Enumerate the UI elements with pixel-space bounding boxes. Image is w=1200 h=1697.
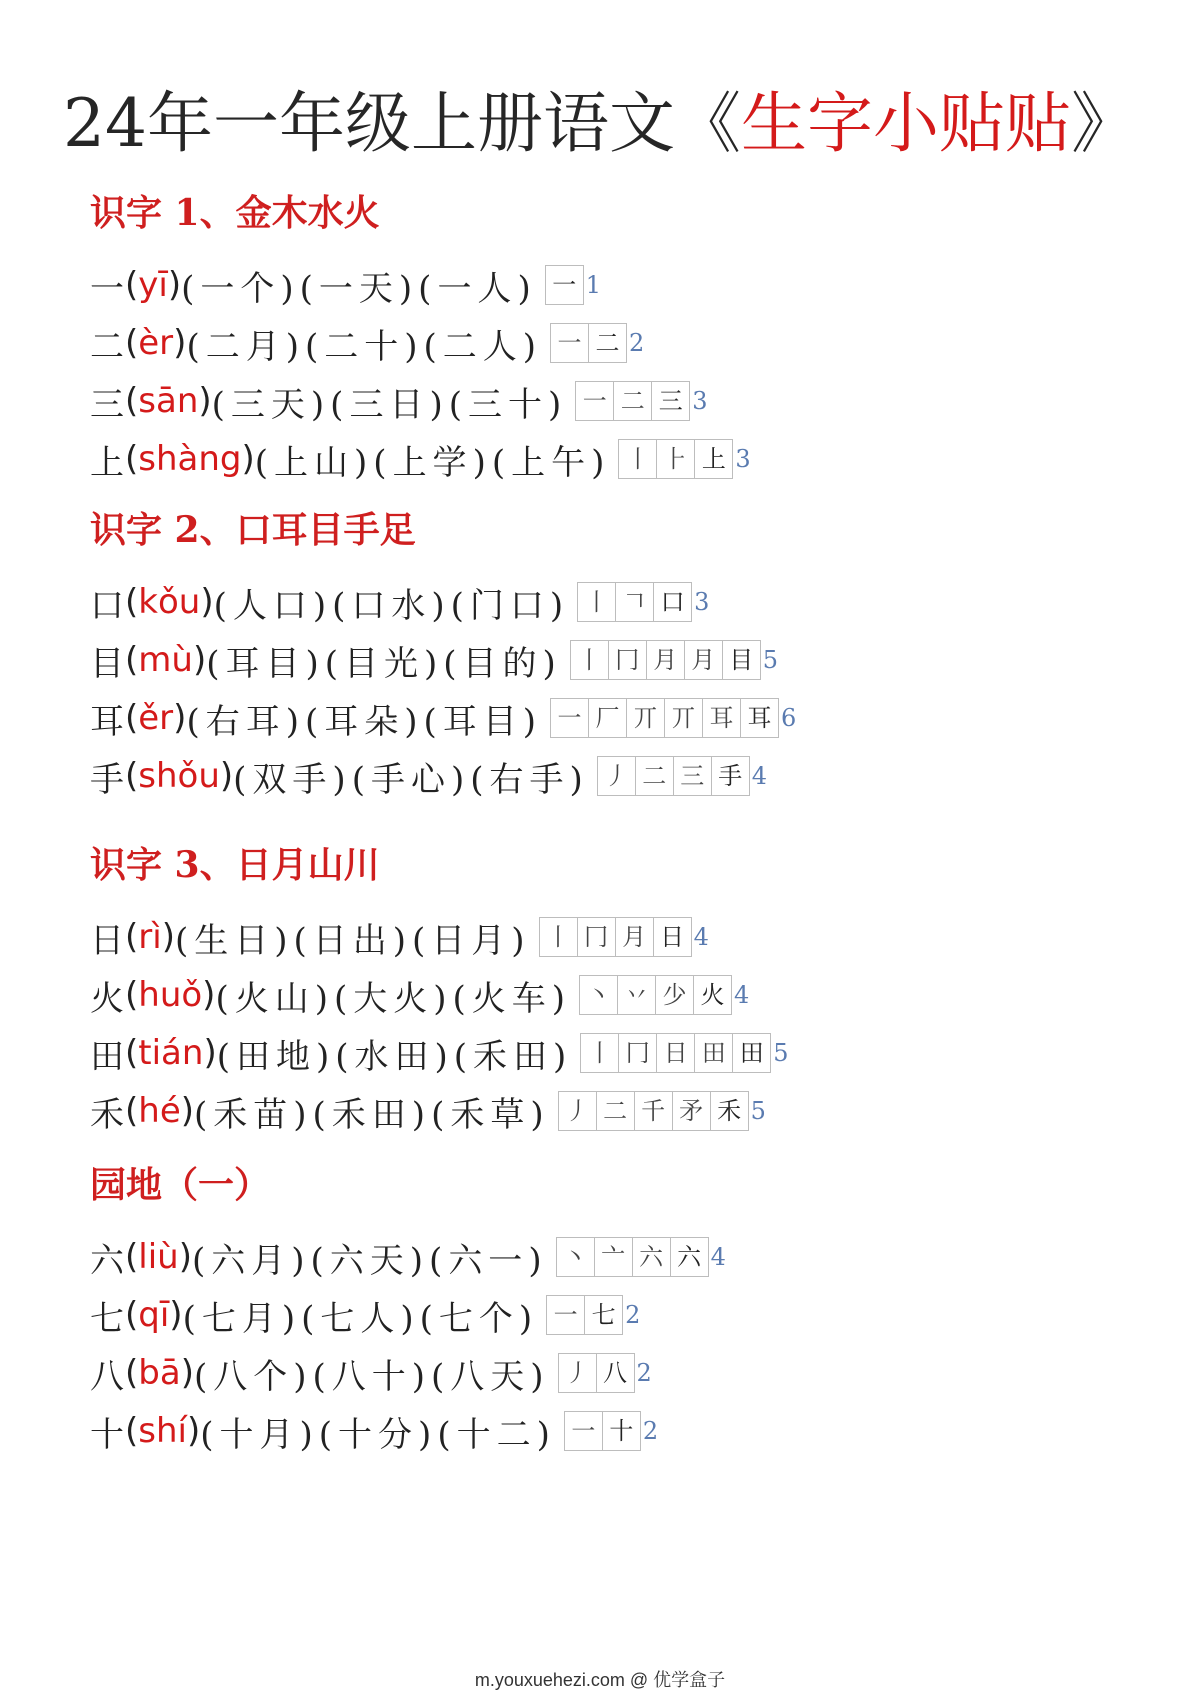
example-word-text: 日月 <box>431 920 512 961</box>
stroke-step: 三 <box>674 757 712 795</box>
paren-close: ) <box>173 323 187 363</box>
character-row <box>90 1286 1110 1344</box>
example-word: (二人) <box>423 326 543 367</box>
footer-watermark: m.youxuehezi.com @ 优学盒子 <box>474 1670 726 1690</box>
example-word: (三日) <box>330 384 449 425</box>
example-word: (七人) <box>301 1298 420 1339</box>
stroke-count: 4 <box>710 1243 726 1271</box>
pinyin: hé <box>138 1091 181 1131</box>
example-word-text: 目的 <box>462 643 543 684</box>
example-word: (六月) <box>191 1240 311 1281</box>
section-title: 识字 1、金木水火 <box>90 192 380 234</box>
stroke-step: 一 <box>565 1412 603 1450</box>
lesson-section <box>90 840 1110 1140</box>
example-word-text: 二十 <box>324 326 405 367</box>
character-row <box>90 1344 1110 1402</box>
example-word-text: 七人 <box>320 1298 401 1339</box>
example-word-text: 上学 <box>392 442 473 483</box>
paren-open: ( <box>125 323 139 363</box>
example-word-text: 禾苗 <box>213 1094 294 1135</box>
example-word-text: 七个 <box>438 1298 519 1339</box>
stroke-order-grid <box>570 640 761 680</box>
example-word-text: 双手 <box>252 759 333 800</box>
example-word-text: 禾草 <box>450 1094 531 1135</box>
example-word: (二月) <box>186 326 305 367</box>
character-row <box>90 631 1110 689</box>
example-word-text: 禾田 <box>473 1036 554 1077</box>
stroke-order-grid <box>580 1033 771 1073</box>
example-word-text: 口水 <box>351 585 432 626</box>
example-word-text: 六月 <box>211 1240 292 1281</box>
example-word-text: 三十 <box>467 384 548 425</box>
stroke-count: 5 <box>773 1039 789 1067</box>
paren-open: ( <box>125 582 139 622</box>
example-word: (目光) <box>324 643 444 684</box>
paren-open: ( <box>125 640 139 680</box>
example-word-text: 上午 <box>511 442 592 483</box>
pinyin: shí <box>138 1411 187 1451</box>
example-word: (十分) <box>318 1414 438 1455</box>
paren-close: ) <box>178 1237 192 1277</box>
stroke-step: 𠃍 <box>616 583 654 621</box>
example-word-text: 禾田 <box>331 1094 412 1135</box>
stroke-step: 一 <box>576 382 614 420</box>
lesson-section <box>90 188 1110 488</box>
character-row <box>90 256 1110 314</box>
stroke-count: 3 <box>735 445 751 473</box>
character: 十 <box>90 1414 125 1455</box>
example-word: (水田) <box>335 1036 454 1077</box>
stroke-step: 上 <box>701 445 726 473</box>
stroke-step: 月 <box>616 918 654 956</box>
stroke-count: 2 <box>636 1359 652 1387</box>
character-row <box>90 689 1110 747</box>
character-row <box>90 1228 1110 1286</box>
pinyin: rì <box>138 917 162 957</box>
paren-open: ( <box>125 265 139 305</box>
paren-close: ) <box>169 1295 183 1335</box>
example-word: (耳目) <box>206 643 325 684</box>
stroke-count: 5 <box>750 1097 766 1125</box>
example-word-text: 火车 <box>471 978 552 1019</box>
paren-open: ( <box>125 975 139 1015</box>
example-word-text: 一天 <box>318 268 399 309</box>
paren-close: ) <box>200 582 214 622</box>
character-list <box>90 1228 1110 1460</box>
paren-close: ) <box>186 1411 201 1451</box>
example-word: (田地) <box>216 1036 336 1077</box>
stroke-step: 矛 <box>673 1092 711 1130</box>
example-word: (八天) <box>431 1356 550 1397</box>
example-word-text: 八天 <box>450 1356 531 1397</box>
stroke-order-grid <box>579 975 732 1015</box>
lesson-section <box>90 505 1110 805</box>
example-word: (人口) <box>213 585 333 626</box>
stroke-step: 丶 <box>557 1238 595 1276</box>
stroke-step: 火 <box>700 981 725 1009</box>
character-row <box>90 430 1110 488</box>
stroke-step: 冂 <box>619 1034 657 1072</box>
example-word: (十二) <box>437 1414 556 1455</box>
stroke-step: 丨 <box>578 583 616 621</box>
example-word-text: 一个 <box>200 268 281 309</box>
example-word-text: 火山 <box>234 978 315 1019</box>
pinyin: huǒ <box>138 975 203 1015</box>
character: 日 <box>90 920 125 961</box>
character: 田 <box>90 1036 125 1077</box>
example-word-text: 右手 <box>489 759 570 800</box>
pinyin: yī <box>138 265 168 305</box>
example-word-text: 日出 <box>312 920 393 961</box>
example-word: (火车) <box>452 978 572 1019</box>
example-word-text: 二月 <box>205 326 286 367</box>
stroke-count: 2 <box>642 1417 659 1445</box>
stroke-order-grid <box>577 582 692 622</box>
example-word-text: 耳目 <box>225 643 306 684</box>
character-row <box>90 1082 1110 1140</box>
example-word: (右手) <box>470 759 589 800</box>
paren-open: ( <box>125 1033 139 1073</box>
pinyin: bā <box>138 1353 181 1393</box>
title-close-bracket: 》 <box>1070 85 1137 162</box>
character: 一 <box>90 268 125 309</box>
stroke-order-grid <box>550 698 779 738</box>
stroke-step: 二 <box>614 382 652 420</box>
character-row <box>90 908 1110 966</box>
example-word: (上山) <box>254 442 374 483</box>
example-word-text: 七月 <box>201 1298 282 1339</box>
character: 火 <box>90 978 125 1019</box>
stroke-step: 丿 <box>598 757 636 795</box>
paren-close: ) <box>167 265 182 305</box>
stroke-count: 2 <box>625 1301 641 1329</box>
stroke-order-grid <box>546 1295 623 1335</box>
character-list <box>90 573 1110 805</box>
stroke-step: 丨 <box>540 918 578 956</box>
example-word-text: 人口 <box>232 585 313 626</box>
example-word: (八十) <box>312 1356 432 1397</box>
example-word: (十月) <box>200 1414 319 1455</box>
example-word-text: 门口 <box>469 585 550 626</box>
stroke-step: 三 <box>658 387 683 415</box>
character: 耳 <box>90 701 125 742</box>
example-word-text: 三天 <box>230 384 311 425</box>
example-word: (七月) <box>182 1298 302 1339</box>
example-word-text: 二人 <box>442 326 523 367</box>
example-word: (耳目) <box>423 701 543 742</box>
stroke-step: 一 <box>551 699 589 737</box>
title-highlight: 生字小贴贴 <box>740 85 1071 162</box>
stroke-step: 十 <box>609 1417 634 1445</box>
example-word-text: 右耳 <box>205 701 286 742</box>
example-word: (六天) <box>310 1240 430 1281</box>
example-word: (七个) <box>419 1298 539 1339</box>
stroke-step: 月 <box>685 641 723 679</box>
example-word-text: 大火 <box>353 978 434 1019</box>
example-word-text: 生日 <box>194 920 275 961</box>
example-word-text: 六一 <box>448 1240 529 1281</box>
example-word: (手心) <box>351 759 471 800</box>
stroke-order-grid <box>556 1237 709 1277</box>
stroke-step: 月 <box>647 641 685 679</box>
title-main: 24年一年级上册语文《 <box>63 85 741 162</box>
pinyin: èr <box>138 323 174 363</box>
pinyin: ěr <box>138 698 174 738</box>
example-word: (禾草) <box>431 1094 550 1135</box>
example-word: (门口) <box>450 585 570 626</box>
stroke-count: 4 <box>693 923 709 951</box>
stroke-step: 二 <box>595 329 620 357</box>
paren-close: ) <box>203 1033 217 1073</box>
paren-close: ) <box>173 698 187 738</box>
example-word: (三十) <box>448 384 568 425</box>
example-word: (火山) <box>215 978 334 1019</box>
stroke-step: 丨 <box>571 641 609 679</box>
paren-close: ) <box>198 381 212 421</box>
stroke-step: 六 <box>633 1238 671 1276</box>
character: 三 <box>90 384 125 425</box>
section-title: 识字 2、口耳目手足 <box>90 509 416 551</box>
character-row <box>90 1024 1110 1082</box>
stroke-step: 丌 <box>627 699 665 737</box>
character: 禾 <box>90 1094 125 1135</box>
paren-open: ( <box>125 1237 139 1277</box>
stroke-step: 亠 <box>595 1238 633 1276</box>
example-word: (禾田) <box>453 1036 573 1077</box>
example-word-text: 六天 <box>329 1240 410 1281</box>
stroke-count: 5 <box>762 646 779 674</box>
character: 二 <box>90 326 125 367</box>
stroke-order-grid <box>539 917 692 957</box>
stroke-order-grid <box>575 381 690 421</box>
character-row <box>90 314 1110 372</box>
section-title: 识字 3、日月山川 <box>90 844 380 886</box>
character: 口 <box>90 585 125 626</box>
stroke-step: 耳 <box>747 704 772 732</box>
stroke-step: 田 <box>739 1039 764 1067</box>
example-word-text: 八个 <box>213 1356 294 1397</box>
stroke-order-grid <box>550 323 627 363</box>
stroke-count: 3 <box>694 588 710 616</box>
example-word-text: 田地 <box>235 1036 316 1077</box>
stroke-step: 目 <box>729 646 754 674</box>
character-row <box>90 372 1110 430</box>
example-word: (口水) <box>332 585 451 626</box>
example-word-text: 三日 <box>349 384 430 425</box>
paren-close: ) <box>219 756 234 796</box>
pinyin: qī <box>138 1295 170 1335</box>
stroke-step: 丌 <box>665 699 703 737</box>
example-word: (目的) <box>443 643 562 684</box>
stroke-step: 丿 <box>559 1354 597 1392</box>
pinyin: tián <box>138 1033 204 1073</box>
stroke-step: 八 <box>603 1359 628 1387</box>
example-word: (上学) <box>373 442 492 483</box>
example-word-text: 手心 <box>370 759 451 800</box>
example-word: (三天) <box>211 384 331 425</box>
stroke-step: 一 <box>547 1296 585 1334</box>
example-word-text: 目光 <box>344 643 424 684</box>
stroke-step: 少 <box>656 976 694 1014</box>
stroke-step: ⺊ <box>657 440 695 478</box>
stroke-step: 禾 <box>717 1097 742 1125</box>
character: 上 <box>90 442 125 483</box>
stroke-step: 耳 <box>703 699 741 737</box>
character-row <box>90 966 1110 1024</box>
stroke-step: 日 <box>660 923 685 951</box>
example-word-text: 十月 <box>219 1414 300 1455</box>
paren-open: ( <box>125 698 139 738</box>
example-word: (日出) <box>293 920 413 961</box>
page-title <box>0 70 1200 165</box>
stroke-step: 田 <box>695 1034 733 1072</box>
stroke-step: 手 <box>718 762 743 790</box>
pinyin: sān <box>138 381 199 421</box>
paren-close: ) <box>161 917 175 957</box>
stroke-step: 六 <box>677 1243 702 1271</box>
character-list <box>90 256 1110 488</box>
character: 手 <box>90 759 125 800</box>
example-word: (禾苗) <box>194 1094 313 1135</box>
example-word: (日月) <box>412 920 531 961</box>
stroke-order-grid <box>545 265 584 305</box>
stroke-order-grid <box>597 756 750 796</box>
stroke-step: 一 <box>551 324 589 362</box>
stroke-step: 丨 <box>581 1034 619 1072</box>
stroke-count: 4 <box>751 762 768 790</box>
stroke-order-grid <box>558 1353 635 1393</box>
paren-close: ) <box>180 1091 194 1131</box>
example-word-text: 十二 <box>456 1414 537 1455</box>
stroke-step: 厂 <box>589 699 627 737</box>
character-list <box>90 908 1110 1140</box>
example-word: (禾田) <box>312 1094 432 1135</box>
example-word-text: 耳朵 <box>324 701 405 742</box>
paren-open: ( <box>125 756 139 796</box>
example-word-text: 一人 <box>437 268 518 309</box>
section-title: 园地（一） <box>90 1164 271 1206</box>
example-word: (上午) <box>491 442 611 483</box>
pinyin: liù <box>138 1237 179 1277</box>
stroke-count: 4 <box>734 981 750 1009</box>
example-word: (大火) <box>333 978 453 1019</box>
character-row <box>90 573 1110 631</box>
example-word: (八个) <box>193 1356 313 1397</box>
stroke-count: 6 <box>781 704 797 732</box>
example-word: (六一) <box>429 1240 548 1281</box>
stroke-order-grid <box>564 1411 641 1451</box>
paren-close: ) <box>192 640 207 680</box>
example-word-text: 耳目 <box>442 701 523 742</box>
stroke-step: 七 <box>591 1301 616 1329</box>
pinyin: shǒu <box>138 756 220 796</box>
stroke-step: 丷 <box>618 976 656 1014</box>
example-word: (右耳) <box>186 701 305 742</box>
character-row <box>90 747 1110 805</box>
example-word-text: 上山 <box>274 442 355 483</box>
stroke-step: 丿 <box>559 1092 597 1130</box>
stroke-order-grid <box>558 1091 749 1131</box>
lesson-section <box>90 1160 1110 1460</box>
paren-close: ) <box>241 439 255 479</box>
paren-open: ( <box>125 1295 139 1335</box>
example-word-text: 十分 <box>338 1414 419 1455</box>
paren-open: ( <box>125 381 139 421</box>
example-word-text: 八十 <box>331 1356 412 1397</box>
paren-open: ( <box>125 439 139 479</box>
example-word: (生日) <box>174 920 294 961</box>
example-word: (一天) <box>299 268 419 309</box>
character: 八 <box>90 1356 125 1397</box>
pinyin: shàng <box>138 439 242 479</box>
stroke-step: 千 <box>635 1092 673 1130</box>
example-word: (双手) <box>233 759 352 800</box>
stroke-count: 2 <box>629 329 645 357</box>
stroke-step: 二 <box>597 1092 635 1130</box>
pinyin: mù <box>138 640 193 680</box>
paren-open: ( <box>125 1353 139 1393</box>
stroke-step: 丨 <box>619 440 657 478</box>
example-word: (二十) <box>304 326 424 367</box>
stroke-count: 3 <box>692 387 708 415</box>
pinyin: kǒu <box>138 582 201 622</box>
paren-close: ) <box>202 975 216 1015</box>
character: 六 <box>90 1240 125 1281</box>
character: 七 <box>90 1298 125 1339</box>
paren-open: ( <box>125 1411 139 1451</box>
stroke-step: 口 <box>660 588 685 616</box>
stroke-step: 日 <box>657 1034 695 1072</box>
character: 目 <box>90 643 125 684</box>
stroke-step: 冂 <box>609 641 647 679</box>
character-row <box>90 1402 1110 1460</box>
stroke-step: 二 <box>636 757 674 795</box>
stroke-step: 一 <box>552 271 577 299</box>
paren-open: ( <box>125 1091 139 1131</box>
example-word: (一人) <box>418 268 537 309</box>
stroke-order-grid <box>618 439 733 479</box>
paren-close: ) <box>180 1353 194 1393</box>
paren-open: ( <box>125 917 139 957</box>
stroke-count: 1 <box>585 271 601 299</box>
stroke-step: 丶 <box>580 976 618 1014</box>
example-word-text: 水田 <box>354 1036 435 1077</box>
stroke-step: 冂 <box>578 918 616 956</box>
example-word: (一个) <box>181 268 300 309</box>
example-word: (耳朵) <box>304 701 424 742</box>
